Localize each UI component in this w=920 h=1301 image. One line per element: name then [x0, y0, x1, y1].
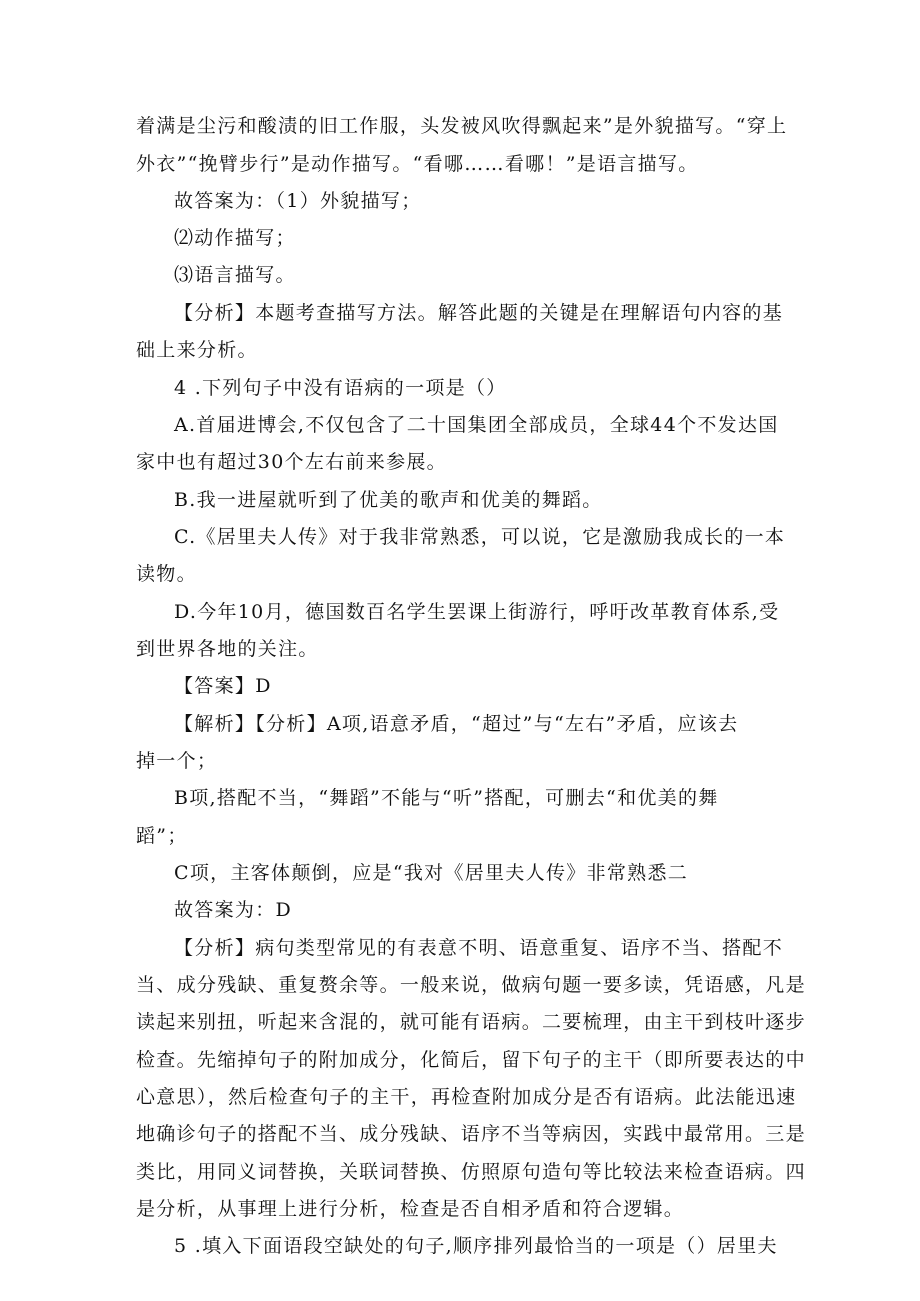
question-5-title: 5 .填入下面语段空缺处的句子,顺序排列最恰当的一项是（）居里夫: [174, 1235, 778, 1257]
option-c-line-1: C.《居里夫人传》对于我非常熟悉，可以说，它是激励我成长的一本: [174, 526, 786, 548]
text-line-2: 外衣”“挽臂步行”是动作描写。“看哪……看哪！”是语言描写。: [136, 153, 699, 175]
answer-item-2: ⑵动作描写；: [174, 227, 296, 249]
explanation-line-1: 【解析】【分析】A项,语意矛盾，“超过”与“左右”矛盾，应该去: [174, 713, 739, 735]
answer-item-3: ⑶语言描写。: [174, 264, 296, 286]
analysis-line-1: 【分析】本题考查描写方法。解答此题的关键是在理解语句内容的基: [174, 302, 784, 324]
analysis-2-line-4: 检查。先缩掉句子的附加成分，化简后，留下句子的主干（即所要表达的中: [136, 1049, 806, 1071]
analysis-line-2: 础上来分析。: [136, 339, 258, 361]
answer-label: 【答案】D: [174, 675, 272, 697]
analysis-2-line-1: 【分析】病句类型常见的有表意不明、语意重复、语序不当、搭配不: [174, 937, 784, 959]
explanation-line-2: 掉一个；: [136, 750, 218, 772]
explanation-b-line-2: 蹈”；: [136, 825, 188, 847]
option-b: B.我一进屋就听到了优美的歌声和优美的舞蹈。: [174, 489, 603, 511]
analysis-2-line-2: 当、成分残缺、重复赘余等。一般来说，做病句题一要多读，凭语感，凡是: [136, 974, 806, 996]
analysis-2-line-5: 心意思），然后检查句子的主干，再检查附加成分是否有语病。此法能迅速: [136, 1086, 797, 1108]
option-a-line-1: A.首届进博会,不仅包含了二十国集团全部成员，全球44个不发达国: [174, 414, 779, 436]
analysis-2-line-8: 是分析，从事理上进行分析，检查是否自相矛盾和符合逻辑。: [136, 1198, 685, 1220]
analysis-2-line-3: 读起来别扭，听起来含混的，就可能有语病。二要梳理，由主干到枝叶逐步: [136, 1011, 806, 1033]
text-line-1: 着满是尘污和酸渍的旧工作服，头发被风吹得飘起来”是外貌描写。“穿上: [136, 115, 788, 137]
option-c-line-2: 读物。: [136, 563, 197, 585]
option-a-line-2: 家中也有超过30个左右前来参展。: [136, 451, 447, 473]
answer-line: 故答案为：（1）外貌描写；: [174, 190, 422, 212]
analysis-2-line-6: 地确诊句子的搭配不当、成分残缺、语序不当等病因，实践中最常用。三是: [136, 1123, 806, 1145]
option-d-line-1: D.今年10月，德国数百名学生罢课上街游行，呼吁改革教育体系,受: [174, 601, 780, 623]
answer-d: 故答案为：D: [174, 899, 293, 921]
analysis-2-line-7: 类比，用同义词替换，关联词替换、仿照原句造句等比较法来检查语病。四: [136, 1161, 806, 1183]
explanation-c: C项，主客体颠倒，应是“我对《居里夫人传》非常熟悉二: [174, 862, 689, 884]
explanation-b-line-1: B项,搭配不当，“舞蹈”不能与“听”搭配，可删去“和优美的舞: [174, 787, 719, 809]
question-4-title: 4 .下列句子中没有语病的一项是（）: [174, 377, 507, 399]
option-d-line-2: 到世界各地的关注。: [136, 638, 319, 660]
